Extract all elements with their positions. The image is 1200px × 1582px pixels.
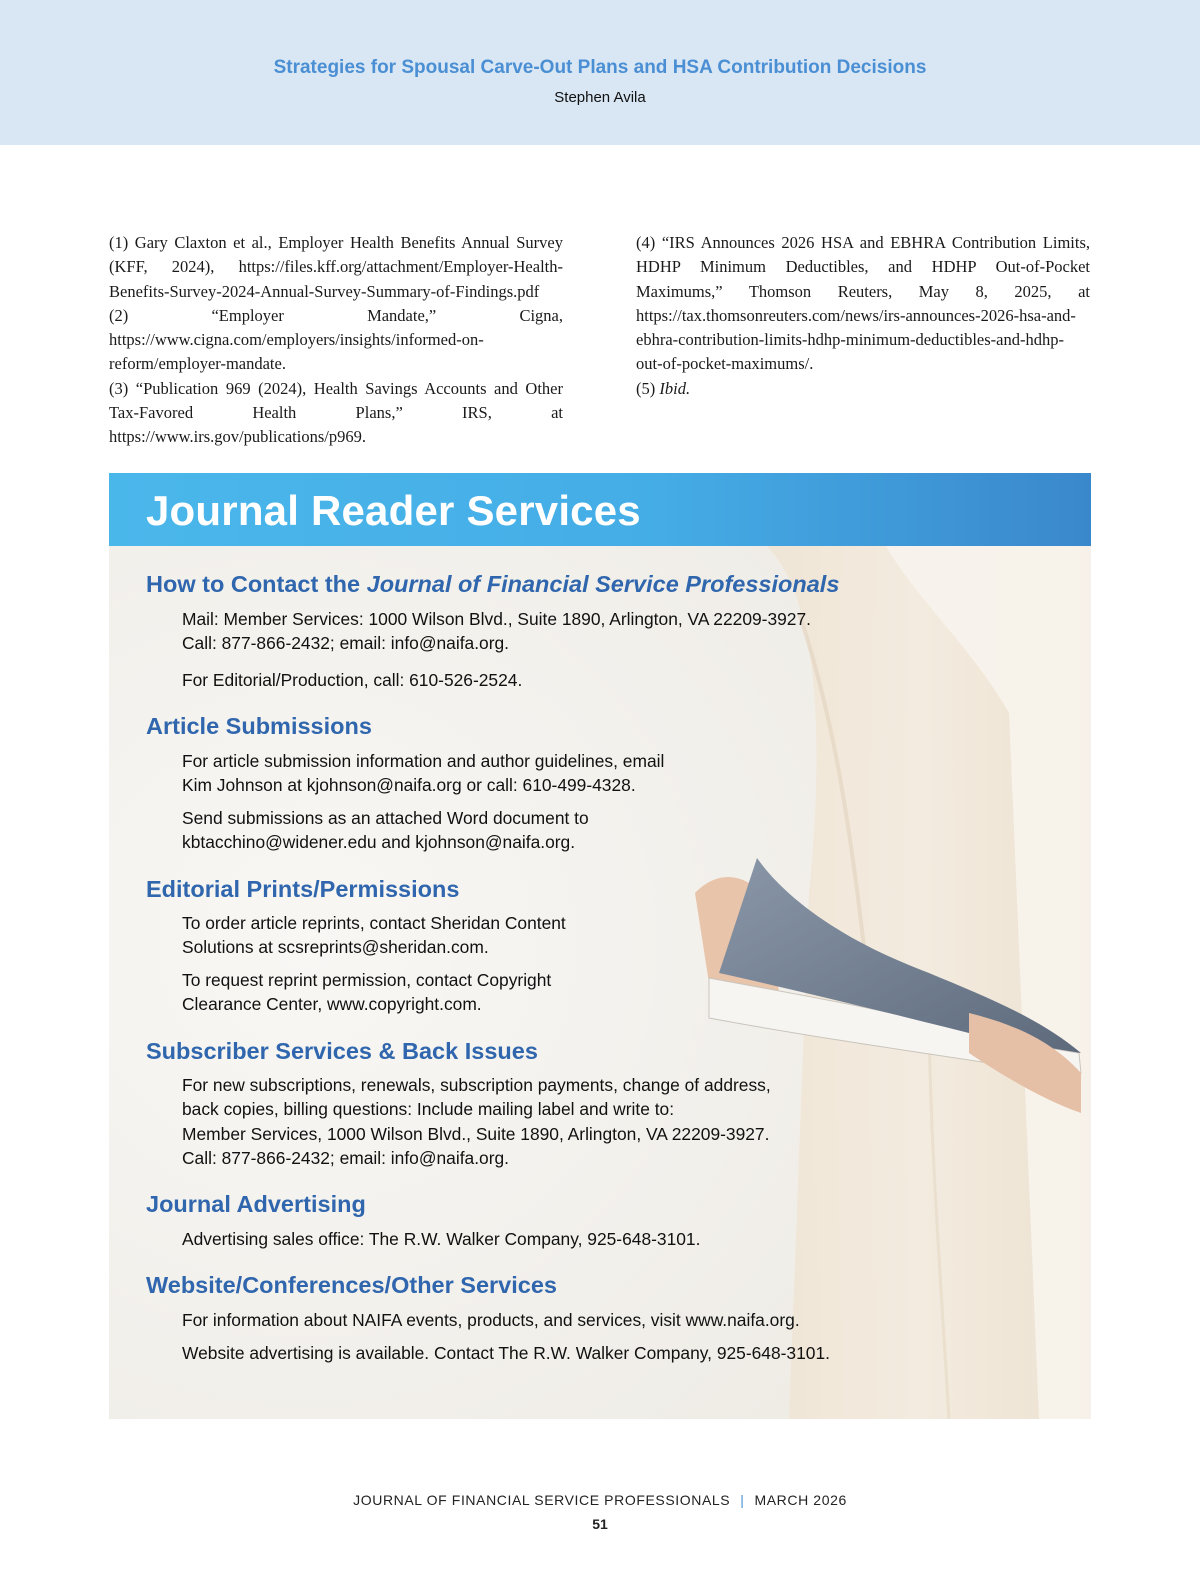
text-line: Advertising sales office: The R.W. Walker Company, 925-648-3101. (182, 1229, 701, 1249)
text-line: Clearance Center, www.copyright.com. (182, 994, 482, 1015)
text-line: For information about NAIFA events, products, and services, visit www.naifa.org. (182, 1310, 800, 1330)
subscriber-heading: Subscriber Services & Back Issues (146, 1038, 538, 1064)
reader-services-box (109, 473, 1091, 1419)
text-line: Kim Johnson at kjohnson@naifa.org or call: 610-499-4328. (182, 775, 636, 796)
text-line: Mail: Member Services: 1000 Wilson Blvd., Suite 1890, Arlington, VA 22209-3927. (182, 609, 811, 629)
footer-separator: | (740, 1492, 745, 1508)
endnote: (3) “Publication 969 (2024), Health Savings Accounts and Other Tax-Favored Health Plans,” IRS, at https://www.irs.gov/publications/p969. (109, 378, 563, 447)
endnote: (1) Gary Claxton et al., Employer Health Benefits Annual Survey (KFF, 2024), https://files.kff.org/attachment/Employer-Health-Benefits-Survey-2024-Annual-Survey-Summary-of-Findings.pdf (109, 233, 563, 301)
submissions-paragraph (182, 749, 664, 798)
footer-journal: JOURNAL OF FINANCIAL SERVICE PROFESSIONALS (353, 1492, 731, 1508)
contact-heading (146, 571, 839, 598)
text-line: Call: 877-866-2432; email: info@naifa.org. (182, 633, 510, 654)
submissions-heading: Article Submissions (146, 713, 372, 739)
endnote-number: (5) (636, 378, 660, 398)
prints-paragraph (182, 968, 551, 1017)
article-title: Strategies for Spousal Carve-Out Plans and HSA Contribution Decisions (273, 57, 927, 78)
page-number: 51 (592, 1516, 608, 1532)
text-line: To request reprint permission, contact Copyright (182, 970, 552, 990)
text-line: Call: 877-866-2432; email: info@naifa.org. (182, 1147, 510, 1168)
endnote: (4) “IRS Announces 2026 HSA and EBHRA Contribution Limits, HDHP Minimum Deductibles, and HDHP Out-of-Pocket Maximums,” Thomson Reuters, May 8, 2025, at https://tax.thomsonreuters.com/news/irs-announces-2026-hsa-and-ebhra-contribution-limits-hdhp-minimum-deductibles-and-hdhp-out-of-pocket-maximums/. (636, 233, 1090, 374)
journal-name: Journal of Financial Service Professionals (366, 571, 840, 597)
endnote-ibid: Ibid. (659, 378, 691, 398)
contact-paragraph (182, 668, 522, 692)
running-header (0, 0, 1200, 145)
text-line: Send submissions as an attached Word document to (182, 808, 589, 828)
advertising-paragraph (182, 1227, 700, 1251)
text-line: For Editorial/Production, call: 610-526-2524. (182, 670, 523, 690)
website-paragraph (182, 1341, 830, 1365)
text-line: For new subscriptions, renewals, subscription payments, change of address, (182, 1075, 771, 1095)
prints-heading: Editorial Prints/Permissions (146, 876, 460, 902)
endnote: (2) “Employer Mandate,” Cigna, https://www.cigna.com/employers/insights/informed-on-reform/employer-mandate. (109, 305, 563, 374)
contact-paragraph (182, 607, 811, 656)
text-line: kbtacchino@widener.edu and kjohnson@naifa.org. (182, 832, 576, 853)
text-line: Member Services, 1000 Wilson Blvd., Suite 1890, Arlington, VA 22209-3927. (182, 1123, 770, 1144)
submissions-paragraph (182, 806, 589, 855)
text-line: To order article reprints, contact Sheridan Content (182, 913, 566, 933)
text-line: back copies, billing questions: Include mailing label and write to: (182, 1099, 675, 1120)
subscriber-paragraph (182, 1073, 771, 1170)
endnotes-left-column (109, 231, 563, 450)
endnote (636, 377, 1090, 401)
website-paragraph (182, 1308, 800, 1332)
endnotes-right-column (636, 231, 1090, 401)
article-author: Stephen Avila (554, 89, 646, 106)
footer-date: MARCH 2026 (754, 1492, 847, 1508)
contact-heading-prefix: How to Contact the (146, 571, 367, 597)
prints-paragraph (182, 911, 566, 960)
text-line: Website advertising is available. Contact The R.W. Walker Company, 925-648-3101. (182, 1343, 830, 1363)
website-heading: Website/Conferences/Other Services (146, 1272, 557, 1298)
reader-services-title: Journal Reader Services (146, 487, 641, 534)
page-footer (0, 1492, 1200, 1508)
text-line: Solutions at scsreprints@sheridan.com. (182, 937, 489, 958)
text-line: For article submission information and author guidelines, email (182, 751, 665, 771)
reader-services-header (109, 473, 1091, 546)
advertising-heading: Journal Advertising (146, 1191, 366, 1217)
